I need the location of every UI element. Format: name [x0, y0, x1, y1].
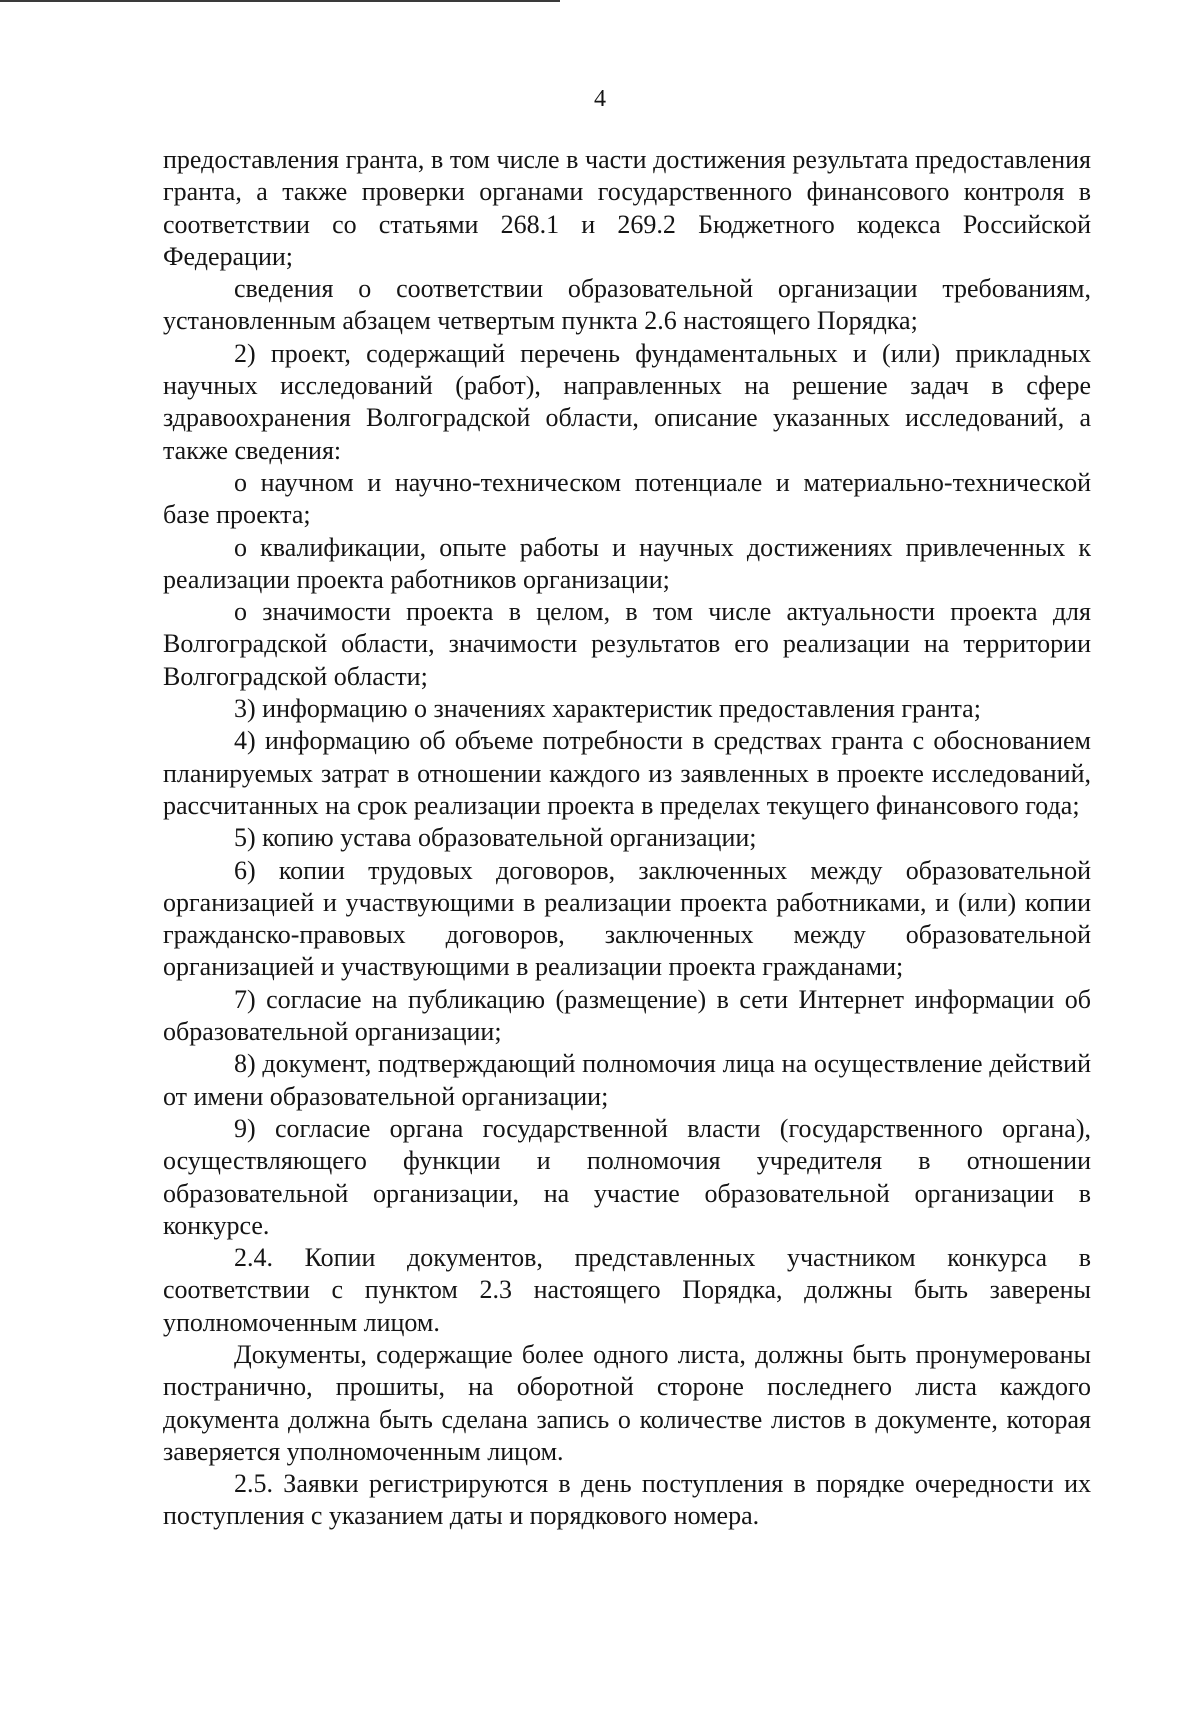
paragraph: 2.5. Заявки регистрируются в день поступления в порядке очередности их поступления с указанием даты и порядкового номера. [163, 1469, 1091, 1531]
paragraph: 2) проект, содержащий перечень фундаментальных и (или) прикладных научных исследований (работ), направленных на решение задач в сфере здравоохранения Волгоградской области, описание указанных исследований, а также сведения: [163, 338, 1091, 465]
page-number: 4 [594, 86, 606, 112]
paragraph: о значимости проекта в целом, в том числе актуальности проекта для Волгоградской области, значимости результатов его реализации на территории Волгоградской области; [163, 597, 1091, 691]
paragraph: 6) копии трудовых договоров, заключенных между образовательной организацией и участвующими в реализации проекта работниками, и (или) копии гражданско-правовых договоров, заключенных между образовательной организацией и участвующими в реализации проекта гражданами; [163, 855, 1091, 982]
paragraph: о квалификации, опыте работы и научных достижениях привлеченных к реализации проекта работников организации; [163, 532, 1091, 594]
paragraph: 9) согласие органа государственной власти (государственного органа), осуществляющего функции и полномочия учредителя в отношении образовательной организации, на участие образовательной организации в конкурсе. [163, 1113, 1091, 1240]
paragraph: предоставления гранта, в том числе в части достижения результата предоставления гранта, а также проверки органами государственного финансового контроля в соответствии со статьями 268.1 и 269.2 Бюджетного кодекса Российской Федерации; [163, 145, 1091, 271]
paragraph: сведения о соответствии образовательной организации требованиям, установленным абзацем четвертым пункта 2.6 настоящего Порядка; [163, 274, 1091, 336]
paragraph: Документы, содержащие более одного листа, должны быть пронумерованы постранично, прошиты, на оборотной стороне последнего листа каждого документа должна быть сделана запись о количестве листов в документе, которая заверяется уполномоченным лицом. [163, 1339, 1091, 1466]
paragraph: 8) документ, подтверждающий полномочия лица на осуществление действий от имени образовательной организации; [163, 1049, 1091, 1111]
paragraph: 4) информацию об объеме потребности в средствах гранта с обоснованием планируемых затрат в отношении каждого из заявленных в проекте исследований, рассчитанных на срок реализации проекта в пределах текущего финансового года; [163, 726, 1091, 820]
document-body [163, 144, 1091, 1533]
paragraph: 5) копию устава образовательной организации; [234, 823, 757, 853]
scan-edge-line [0, 0, 560, 2]
paragraph: 3) информацию о значениях характеристик предоставления гранта; [234, 694, 981, 724]
paragraph: о научном и научно-техническом потенциале и материально-технической базе проекта; [163, 467, 1091, 530]
paragraph: 7) согласие на публикацию (размещение) в сети Интернет информации об образовательной организации; [163, 984, 1091, 1047]
paragraph: 2.4. Копии документов, представленных участником конкурса в соответствии с пунктом 2.3 настоящего Порядка, должны быть заверены уполномоченным лицом. [163, 1243, 1091, 1337]
